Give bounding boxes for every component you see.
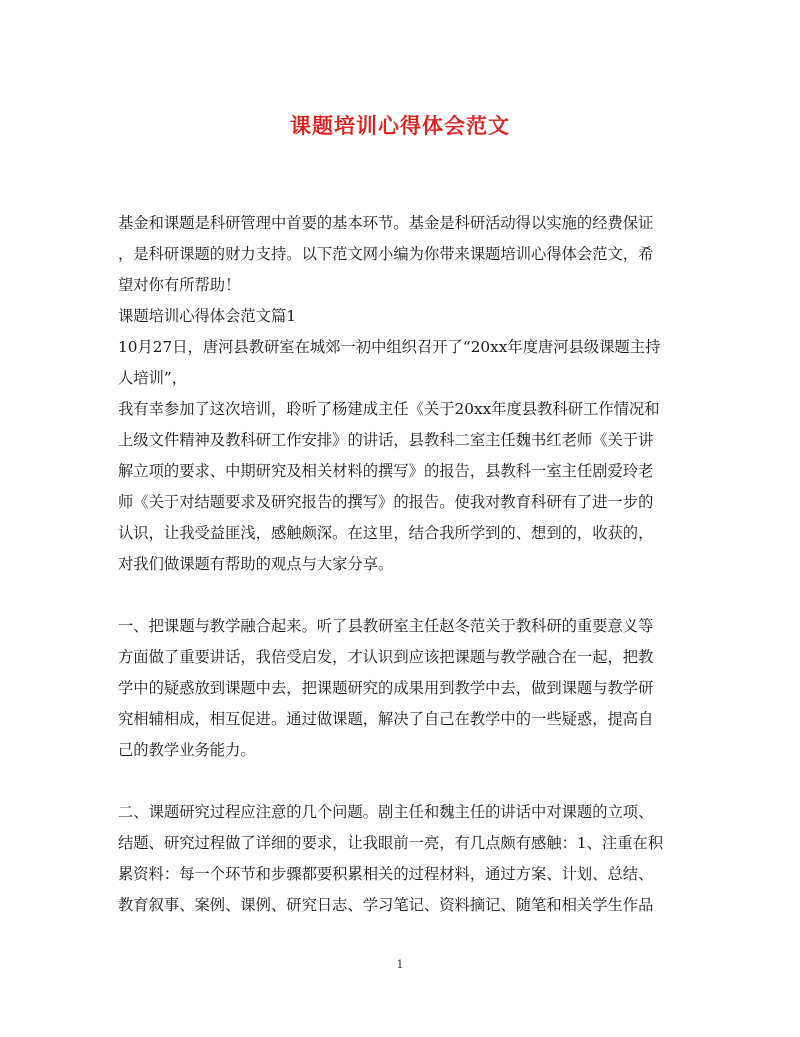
paragraph-line: 人培训”， — [118, 369, 188, 387]
paragraph-line: 10月27日，唐河县教研室在城郊一初中组织召开了“20xx年度唐河县级课题主持 — [118, 338, 661, 356]
paragraph-line: 一、把课题与教学融合起来。听了县教研室主任赵冬范关于教科研的重要意义等 — [118, 617, 654, 635]
document-title: 课题培训心得体会范文 — [290, 113, 510, 138]
intro-line: ，是科研课题的财力支持。以下范文网小编为你带来课题培训心得体会范文，希 — [118, 245, 654, 263]
paragraph-spacer — [118, 580, 684, 611]
paragraph-spacer — [118, 766, 684, 797]
paragraph-line: 认识，让我受益匪浅，感触颇深。在这里，结合我所学到的、想到的，收获的， — [118, 524, 654, 542]
paragraph-line: 教育叙事、案例、课例、研究日志、学习笔记、资料摘记、随笔和相关学生作品 — [118, 896, 654, 914]
paragraph-line: 己的教学业务能力。 — [118, 741, 256, 759]
paragraph-line: 二、课题研究过程应注意的几个问题。剧主任和魏主任的讲话中对课题的立项、 — [118, 803, 654, 821]
paragraph-line: 学中的疑惑放到课题中去，把课题研究的成果用到教学中去，做到课题与教学研 — [118, 679, 654, 697]
intro-line: 望对你有所帮助！ — [118, 276, 241, 294]
paragraph-line: 究相辅相成，相互促进。通过做课题，解决了自己在教学中的一些疑惑，提高自 — [118, 710, 654, 728]
paragraph-line: 对我们做课题有帮助的观点与大家分享。 — [118, 555, 394, 573]
paragraph-line: 累资料：每一个环节和步骤都要积累相关的过程材料，通过方案、计划、总结、 — [118, 865, 654, 883]
section-heading: 课题培训心得体会范文篇1 — [118, 307, 296, 325]
paragraph-line: 上级文件精神及教科研工作安排》的讲话，县教科二室主任魏书红老师《关于讲 — [118, 431, 654, 449]
document-body — [118, 208, 684, 921]
paragraph-line: 我有幸参加了这次培训，聆听了杨建成主任《关于20xx年度县教科研工作情况和 — [118, 400, 660, 418]
paragraph-line: 师《关于对结题要求及研究报告的撰写》的报告。使我对教育科研有了进一步的 — [118, 493, 654, 511]
page-number: 1 — [396, 958, 404, 971]
paragraph-line: 结题、研究过程做了详细的要求，让我眼前一亮，有几点颇有感触：1、注重在积 — [118, 834, 664, 852]
paragraph-line: 解立项的要求、中期研究及相关材料的撰写》的报告，县教科一室主任剧爱玲老 — [118, 462, 654, 480]
paragraph-line: 方面做了重要讲话，我倍受启发，才认识到应该把课题与教学融合在一起，把教 — [118, 648, 654, 666]
intro-line: 基金和课题是科研管理中首要的基本环节。基金是科研活动得以实施的经费保证 — [118, 214, 654, 232]
